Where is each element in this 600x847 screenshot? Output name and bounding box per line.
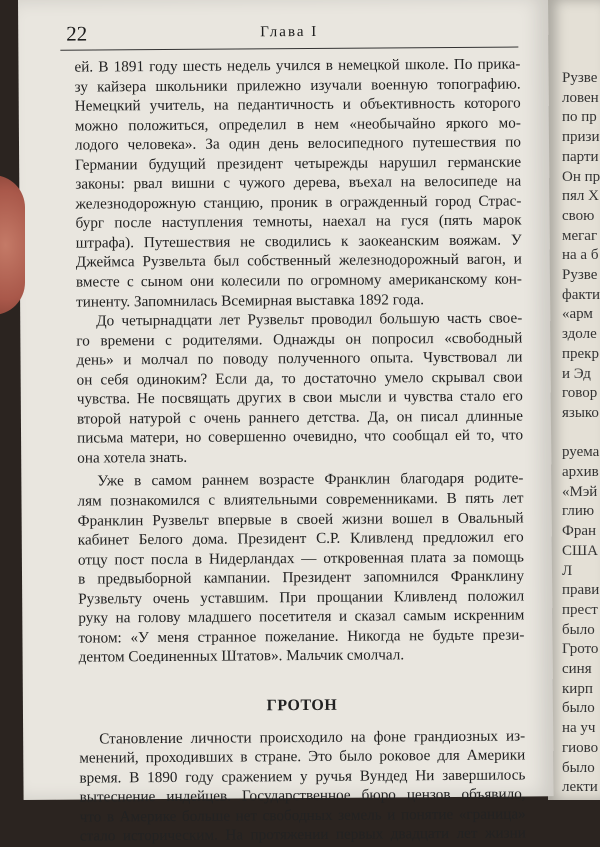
next-page-fragment: ловен	[562, 89, 599, 106]
next-page-fragment: здоле	[562, 326, 597, 343]
next-page-fragment: было	[562, 759, 595, 776]
page-header	[60, 17, 518, 51]
text-line: ей. В 1891 году шесть недель учился в немецкой школе. По прика-	[74, 55, 521, 76]
text-line: отцу пост посла в Нидерландах — откровенная плата за помощь	[77, 548, 524, 569]
text-line: можно положиться, определил в нем «необычайно яркого мо-	[74, 114, 521, 135]
paragraph-4	[79, 726, 526, 846]
next-page-fragment: парти	[562, 148, 599, 165]
text-line: бург после наступления темноты, наехал на гуся (пять марок	[75, 211, 522, 232]
book-page	[18, 0, 554, 845]
text-line: тиненту. Запомнилась Всемирная выставка 1892 года.	[76, 290, 425, 311]
text-line: что в Америке больше нет свободных земель и понятие «граница»	[79, 805, 526, 826]
next-page-fragment: гиово	[562, 739, 599, 756]
text-line: Германии будущий президент четырежды нарушил германские	[75, 153, 522, 174]
next-page-fragment: по пр	[562, 109, 597, 126]
text-line: стало историческим. На протяжении первых двадцати лет жизни	[79, 824, 526, 845]
text-line: менений, проходивших в стране. Это было роковое для Америки	[79, 746, 526, 767]
text-line: дентом Соединенных Штатов». Мальчик смолчал.	[78, 646, 405, 666]
next-page-fragment: говор	[562, 385, 598, 402]
next-page-fragment: и Эд	[562, 365, 591, 382]
next-page-fragment: архив	[562, 464, 599, 480]
text-line: чувства. Не посвящать других в свои мысли и чувства стало его	[76, 387, 523, 408]
next-page-fragment: прекр	[562, 345, 599, 362]
next-page-fragment: прави	[562, 582, 600, 599]
next-page-fragment: Грото	[562, 641, 599, 658]
next-page-fragment: Он пр	[562, 168, 600, 185]
next-page-fragment: «арм	[562, 306, 593, 323]
section-title: ГРОТОН	[266, 696, 338, 715]
next-page-fragment: факти	[562, 286, 600, 303]
next-page-fragment: Фран	[562, 523, 597, 540]
paragraph-1	[74, 54, 522, 311]
text-line: письма матери, но совершенно очевидно, что сообщал ей то, что	[77, 426, 524, 447]
text-line: кабинет Белого дома. Президент С.Р. Кливленд предложил его	[77, 528, 524, 549]
text-line: Немецкий учитель, на педантичность и объективность которого	[74, 94, 521, 115]
next-page-fragment: синя	[562, 661, 592, 677]
text-line: второй натурой с очень раннего детства. Да, он писал длинные	[76, 407, 523, 428]
text-line: Становление личности происходило на фоне грандиозных из-	[99, 726, 526, 747]
text-line: лям познакомился с влиятельными современниками. В пять лет	[77, 489, 524, 510]
page-number: 22	[66, 21, 88, 46]
body-text	[74, 54, 525, 846]
text-line: лодого человека». За один день велосипедного путешествия по	[74, 133, 522, 154]
next-page-fragment: США	[562, 542, 598, 559]
next-page-fragment: кирп	[562, 680, 593, 697]
next-page-fragment: Рузве	[562, 267, 598, 283]
next-page-fragment: было	[562, 700, 595, 717]
text-line: Франклин Рузвельт впервые в своей жизни вошел в Овальный	[77, 509, 524, 530]
next-page-fragment: Рузве	[562, 70, 598, 86]
next-page-fragment: лекти	[562, 779, 598, 796]
text-line: Рузвельту очень уставшим. При прощании Кливленд положил	[78, 587, 525, 608]
paragraph-3	[77, 469, 524, 668]
text-line: он себя одиноким? Если да, то достаточно умело скрывал свои	[76, 368, 523, 389]
next-page-fragment: на уч	[562, 720, 596, 737]
text-line: руку на голову младшего посетителя и сказал самым искренним	[78, 606, 525, 627]
next-page-fragment: мегаг	[562, 227, 598, 244]
next-page-fragment: языко	[562, 404, 599, 421]
text-line: законы: рвал вишни с чужого дерева, въехал на велосипеде на	[75, 172, 522, 193]
text-line: в предвыборной кампании. Президент запомнился Франклину	[77, 567, 525, 588]
next-page-fragment: глию	[562, 503, 595, 520]
next-page-fragment: свою	[562, 207, 595, 224]
text-line: го времени с родителями. Однажды он попросил «свободный	[76, 329, 523, 350]
paragraph-2	[76, 309, 523, 468]
next-page-fragment: прест	[562, 601, 598, 618]
text-line: зу кайзера школьники прилежно изучали военную топографию.	[74, 75, 521, 96]
next-page-fragment: Л	[562, 562, 573, 579]
next-page-fragment: на а б	[562, 247, 599, 264]
text-line: вместе с сыном они колесили по огромному американскому кон-	[75, 270, 523, 291]
next-page-edge	[548, 0, 600, 800]
next-page-fragment: призи	[562, 129, 600, 146]
text-line: Уже в самом раннем возрасте Франклин благодаря родите-	[97, 469, 524, 490]
finger	[0, 175, 25, 315]
text-line: штрафа). Путешествия не сводились к заокеанским вояжам. У	[75, 231, 522, 252]
text-line: тоном: «У меня странное пожелание. Никогда не будьте прези-	[78, 626, 525, 647]
next-page-fragment: «Мэй	[562, 483, 598, 500]
chapter-title: Глава I	[260, 23, 319, 41]
text-line: До четырнадцати лет Рузвельт проводил большую часть свое-	[96, 309, 523, 330]
text-line: время. В 1890 году сражением у ручья Вундед Ни завершилось	[79, 766, 526, 787]
next-page-fragment: пял Х	[562, 188, 599, 205]
text-line: железнодорожную станцию, проник в огражденный город Страс-	[75, 192, 522, 213]
next-page-fragment: руема	[562, 444, 600, 461]
text-line: Джеймса Рузвельта был собственный железнодорожный вагон, и	[75, 250, 522, 272]
text-line: день» и молчал по поводу полученного опыта. Чувствовал ли	[76, 348, 523, 369]
next-page-fragment: было	[562, 621, 595, 638]
text-line: она хотела знать.	[77, 448, 188, 467]
text-line: вытеснение индейцев. Государственное бюро цензов объявило,	[79, 785, 526, 806]
